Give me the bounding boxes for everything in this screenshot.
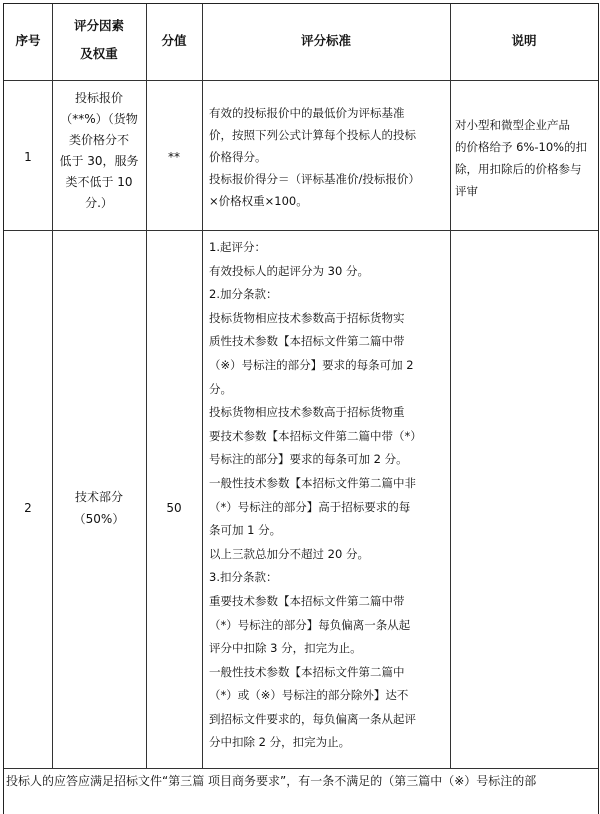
footer-requirement-text: 投标人的应答应满足招标文件“第三篇 项目商务要求”，有一条不满足的（第三篇中（※）号标注的部 (6, 774, 537, 788)
row2-standard: 1.起评分： 有效投标人的起评分为 30 分。 2.加分条款： 投标货物相应技术参数高于招标货物实 质性技术参数【本招标文件第二篇中带 （※）号标注的部分】要求的每条可加 2 分。 投标货物相应技术参数高于招标货物重 要技术参数【本招标文件第二篇中带（*） 号标注的部分】要求的每条可加 2 分。 一般性技术参数【本招标文件第二篇中非 （*）号标注的部分】高于招标要求的每 条可加 1 分。 以上三款总加分不超过 20 分。 3.扣分条款： 重要技术参数【本招标文件第二篇中带 （*）号标注的部分】每负偏离一条从起 评分中扣除 3 分，扣完为止。 一般性技术参数【本招标文件第二篇中 （*）或（※）号标注的部分除外】达不 到招标文件要求的，每负偏离一条从起评 分中扣除 2 分，扣完为止。 (209, 240, 422, 750)
row2-seq: 2 (24, 501, 32, 515)
row1-seq: 1 (24, 150, 32, 164)
header-bottom-rule (4, 80, 598, 81)
col-divider-4 (450, 4, 451, 768)
row2-factor: 技术部分 （50%） (73, 490, 125, 526)
header-seq: 序号 (15, 33, 41, 48)
row1-bottom-rule (4, 230, 598, 231)
scoring-table (3, 3, 599, 814)
row1-factor: 投标报价 （**%）（货物 类价格分不 低于 30，服务 类不低于 10 分.） (59, 91, 139, 210)
header-factor: 评分因素 及权重 (73, 18, 124, 61)
row1-score: ** (168, 150, 180, 164)
header-score: 分值 (161, 33, 187, 48)
row2-bottom-rule (4, 768, 598, 769)
col-divider-2 (146, 4, 147, 768)
col-divider-3 (202, 4, 203, 768)
row2-score: 50 (166, 501, 182, 515)
header-note: 说明 (511, 33, 537, 48)
row1-standard: 有效的投标报价中的最低价为评标基准 价，按照下列公式计算每个投标人的投标 价格得分。 投标报价得分＝（评标基准价/投标报价） ×价格权重×100。 (209, 106, 420, 208)
row1-note: 对小型和微型企业产品 的价格给予 6%-10%的扣 除，用扣除后的价格参与 评审 (455, 118, 588, 198)
header-standard: 评分标准 (300, 33, 351, 48)
